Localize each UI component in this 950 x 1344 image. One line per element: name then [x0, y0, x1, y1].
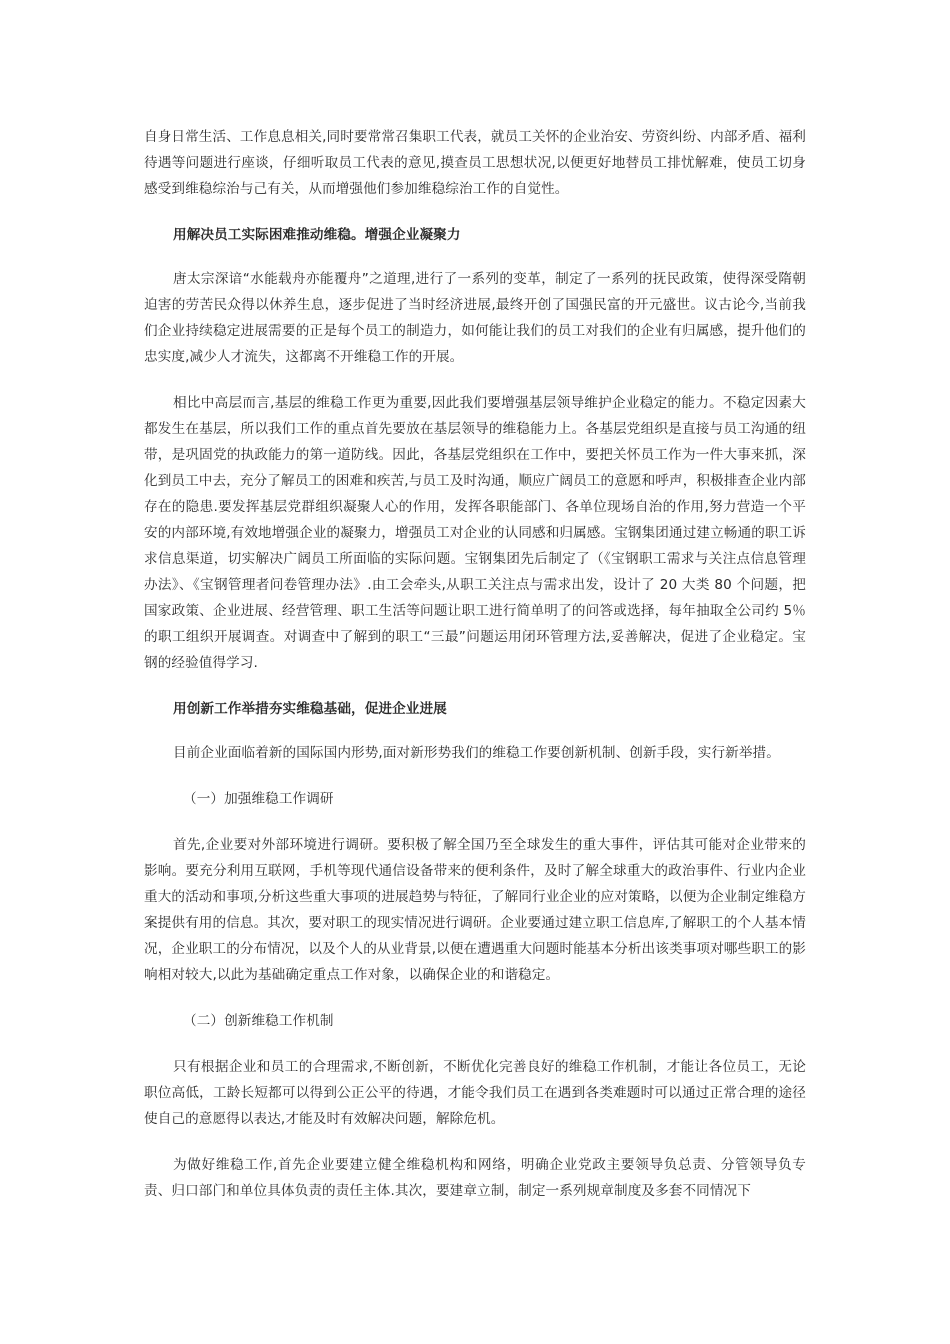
paragraph-research: 首先,企业要对外部环境进行调研。要积极了解全国乃至全球发生的重大事件，评估其可能对企业带来的影响。要充分利用互联网，手机等现代通信设备带来的便利条件，及时了解全球重大的政治事件、行业内企业重大的活动和事项,分析这些重大事项的进展趋势与特征，了解同行业企业的应对策略，以便为企业制定维稳方案提供有用的信息。其次，要对职工的现实情况进行调研。企业要通过建立职工信息库,了解职工的个人基本情况，企业职工的分布情况，以及个人的从业背景,以便在遭遇重大问题时能基本分析出该类事项对哪些职工的影响相对较大,以此为基础确定重点工作对象，以确保企业的和谐稳定。	[144, 837, 806, 983]
paragraph-continued: 自身日常生活、工作息息相关,同时要常常召集职工代表，就员工关怀的企业治安、劳资纠纷、内部矛盾、福利待遇等问题进行座谈，仔细听取员工代表的意见,摸查员工思想状况,以便更好地替员工排忧解难，使员工切身感受到维稳综治与己有关，从而增强他们参加维稳综治工作的自觉性。	[144, 129, 806, 197]
paragraph-new-situation: 目前企业面临着新的国际国内形势,面对新形势我们的维稳工作要创新机制、创新手段，实行新举措。	[173, 745, 780, 761]
section-heading-1: 用解决员工实际困难推动维稳。增强企业凝聚力	[173, 227, 461, 243]
subheading-mechanism: （二）创新维稳工作机制	[183, 1013, 334, 1029]
paragraph-grassroots: 相比中高层而言,基层的维稳工作更为重要,因此我们要增强基层领导维护企业稳定的能力。不稳定因素大都发生在基层，所以我们工作的重点首先要放在基层领导的维稳能力上。各基层党组织是直接与员工沟通的纽带，是巩固党的执政能力的第一道防线。因此，各基层党组织在工作中，要把关怀员工作为一件大事来抓，深化到员工中去，充分了解员工的困难和疾苦,与员工及时沟通，顺应广阔员工的意愿和呼声，积极排查企业内部存在的隐患.要发挥基层党群组织凝聚人心的作用，发挥各职能部门、各单位现场自治的作用,努力营造一个平安的内部环境,有效地增强企业的凝聚力，增强员工对企业的认同感和归属感。宝钢集团通过建立畅通的职工诉求信息渠道，切实解决广阔员工所面临的实际问题。宝钢集团先后制定了（《宝钢职工需求与关注点信息管理办法》、《宝钢管理者问卷管理办法》.由工会牵头,从职工关注点与需求出发，设计了 20 大类 80 个问题，把国家政策、企业进展、经营管理、职工生活等问题让职工进行简单明了的问答或选择，每年抽取全公司约 5％的职工组织开展调查。对调查中了解到的职工“三最”问题运用闭环管理方法,妥善解决，促进了企业稳定。宝钢的经验值得学习.	[144, 395, 806, 671]
subheading-research: （一）加强维稳工作调研	[183, 791, 334, 807]
paragraph-organization: 为做好维稳工作,首先企业要建立健全维稳机构和网络，明确企业党政主要领导负总责、分管领导负专责、归口部门和单位具体负责的责任主体.其次，要建章立制，制定一系列规章制度及多套不同情况下	[144, 1157, 806, 1199]
section-heading-2: 用创新工作举措夯实维稳基础，促进企业进展	[173, 701, 447, 717]
document-page	[144, 124, 806, 1204]
paragraph-tang-taizong: 唐太宗深谙“水能载舟亦能覆舟”之道理,进行了一系列的变革，制定了一系列的抚民政策，使得深受隋朝迫害的劳苦民众得以休养生息，逐步促进了当时经济进展,最终开创了国强民富的开元盛世。议古论今,当前我们企业持续稳定进展需要的正是每个员工的制造力，如何能让我们的员工对我们的企业有归属感，提升他们的忠实度,减少人才流失，这都离不开维稳工作的开展。	[144, 271, 806, 365]
paragraph-mechanism: 只有根据企业和员工的合理需求,不断创新，不断优化完善良好的维稳工作机制，才能让各位员工，无论职位高低，工龄长短都可以得到公正公平的待遇，才能令我们员工在遇到各类难题时可以通过正常合理的途径使自己的意愿得以表达,才能及时有效解决问题，解除危机。	[144, 1059, 806, 1127]
